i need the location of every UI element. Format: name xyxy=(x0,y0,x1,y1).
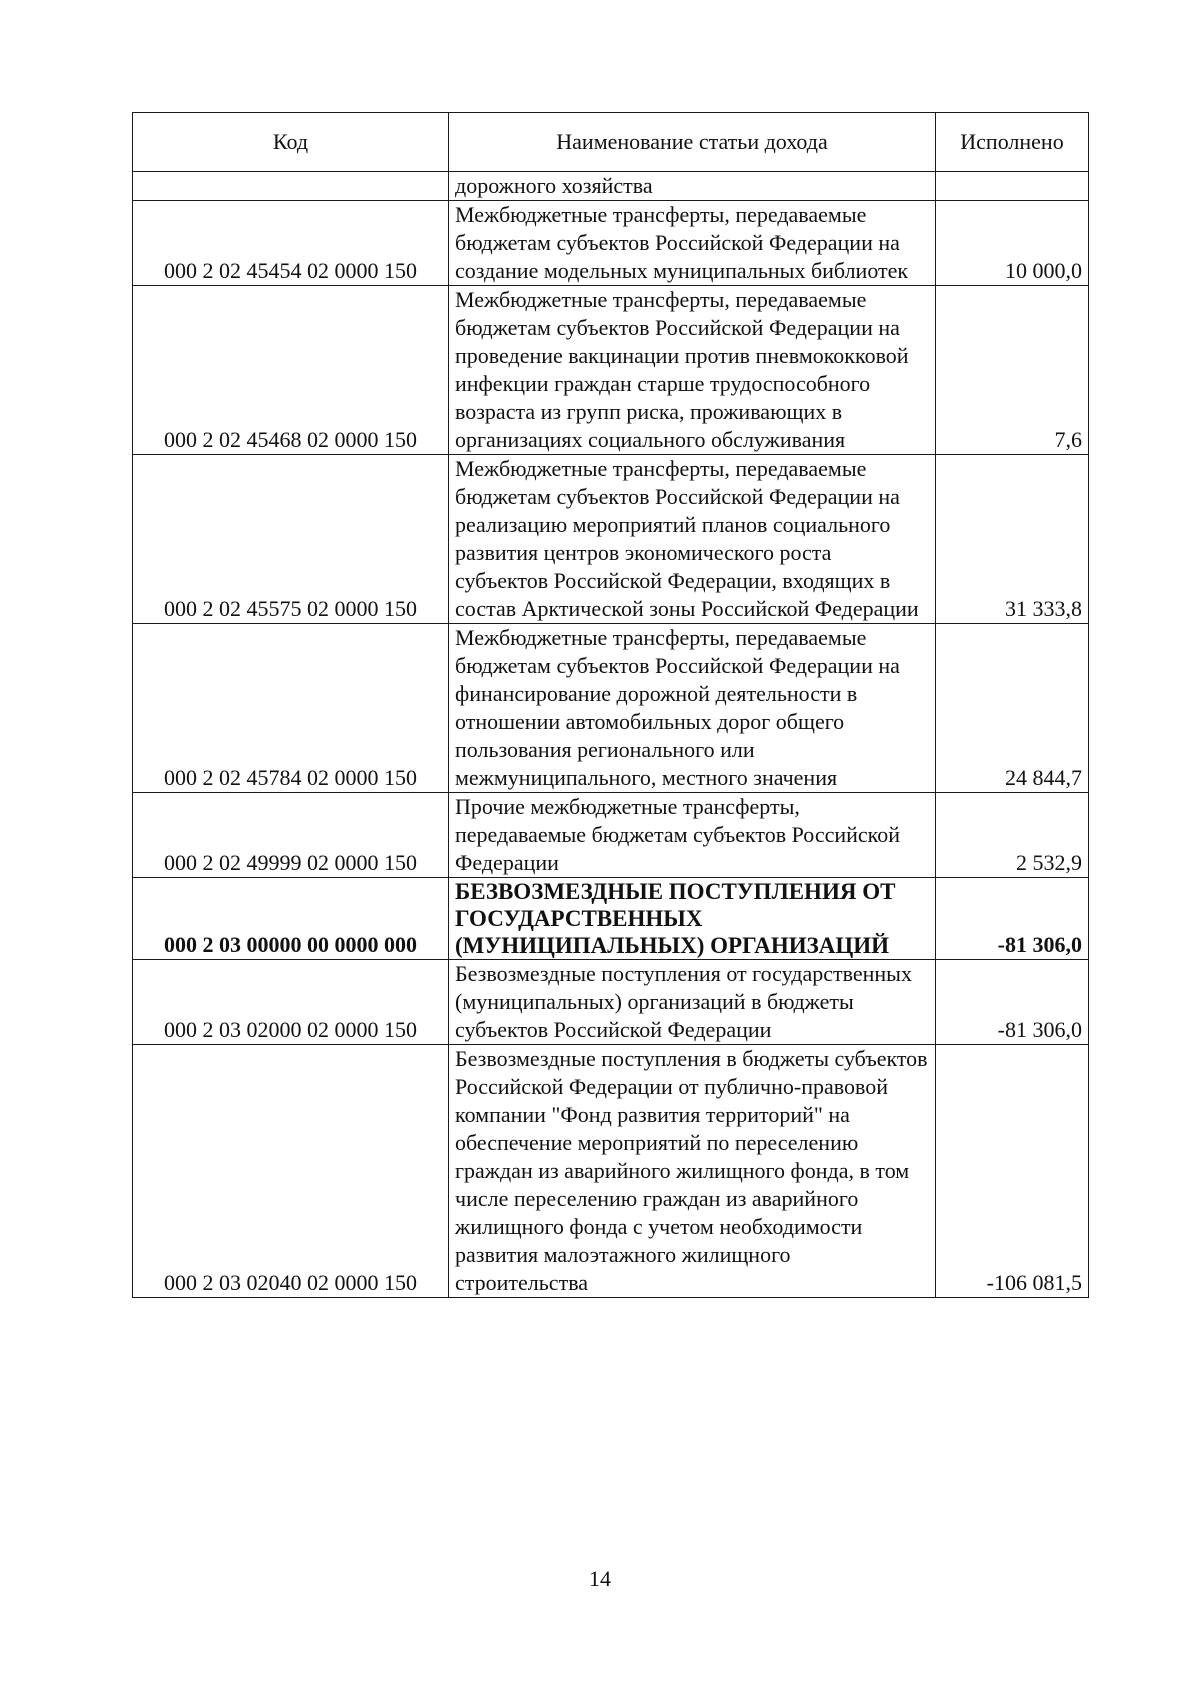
table-row xyxy=(133,960,1089,1045)
row-name: Межбюджетные трансферты, передаваемые бюджетам субъектов Российской Федерации на создание модельных муниципальных библиотек xyxy=(449,201,936,286)
table-row xyxy=(133,624,1089,793)
row-name: Межбюджетные трансферты, передаваемые бюджетам субъектов Российской Федерации на проведение вакцинации против пневмококковой инфекции граждан старше трудоспособного возраста из групп риска, проживающих в организациях социального обслуживания xyxy=(449,286,936,455)
row-name: Безвозмездные поступления в бюджеты субъектов Российской Федерации от публично-правовой компании "Фонд развития территорий" на обеспечение мероприятий по переселению граждан из аварийного жилищного фонда, в том числе переселению граждан из аварийного жилищного фонда с учетом необходимости развития малоэтажного жилищного строительства xyxy=(449,1045,936,1298)
row-amount: -81 306,0 xyxy=(936,878,1089,960)
row-code: 000 2 02 45468 02 0000 150 xyxy=(133,286,449,455)
row-amount: -81 306,0 xyxy=(936,960,1089,1045)
table-row xyxy=(133,201,1089,286)
table-row xyxy=(133,455,1089,624)
table-row xyxy=(133,286,1089,455)
row-code: 000 2 02 45454 02 0000 150 xyxy=(133,201,449,286)
row-name: БЕЗВОЗМЕЗДНЫЕ ПОСТУПЛЕНИЯ ОТ ГОСУДАРСТВЕННЫХ (МУНИЦИПАЛЬНЫХ) ОРГАНИЗАЦИЙ xyxy=(449,878,936,960)
row-amount: 24 844,7 xyxy=(936,624,1089,793)
column-header-amount: Исполнено xyxy=(936,113,1089,172)
row-code: 000 2 03 02040 02 0000 150 xyxy=(133,1045,449,1298)
row-name: Межбюджетные трансферты, передаваемые бюджетам субъектов Российской Федерации на реализацию мероприятий планов социального развития центров экономического роста субъектов Российской Федерации, входящих в состав Арктической зоны Российской Федерации xyxy=(449,455,936,624)
row-amount: 2 532,9 xyxy=(936,793,1089,878)
row-code: 000 2 03 02000 02 0000 150 xyxy=(133,960,449,1045)
column-header-name: Наименование статьи дохода xyxy=(449,113,936,172)
row-code: 000 2 02 49999 02 0000 150 xyxy=(133,793,449,878)
row-code: 000 2 03 00000 00 0000 000 xyxy=(133,878,449,960)
row-amount xyxy=(936,172,1089,201)
row-name: Прочие межбюджетные трансферты, передаваемые бюджетам субъектов Российской Федерации xyxy=(449,793,936,878)
column-header-code: Код xyxy=(133,113,449,172)
row-amount: 31 333,8 xyxy=(936,455,1089,624)
revenue-table xyxy=(132,112,1089,1298)
table-row xyxy=(133,793,1089,878)
row-amount: 10 000,0 xyxy=(936,201,1089,286)
row-amount: 7,6 xyxy=(936,286,1089,455)
row-name: Межбюджетные трансферты, передаваемые бюджетам субъектов Российской Федерации на финансирование дорожной деятельности в отношении автомобильных дорог общего пользования регионального или межмуниципального, местного значения xyxy=(449,624,936,793)
table-row-section-total xyxy=(133,878,1089,960)
table-row xyxy=(133,172,1089,201)
table-row xyxy=(133,1045,1089,1298)
row-name: дорожного хозяйства xyxy=(449,172,936,201)
row-name: Безвозмездные поступления от государственных (муниципальных) организаций в бюджеты субъектов Российской Федерации xyxy=(449,960,936,1045)
row-amount: -106 081,5 xyxy=(936,1045,1089,1298)
row-code: 000 2 02 45575 02 0000 150 xyxy=(133,455,449,624)
row-code xyxy=(133,172,449,201)
page-number: 14 xyxy=(589,1566,611,1591)
row-code: 000 2 02 45784 02 0000 150 xyxy=(133,624,449,793)
table-header-row xyxy=(133,113,1089,172)
